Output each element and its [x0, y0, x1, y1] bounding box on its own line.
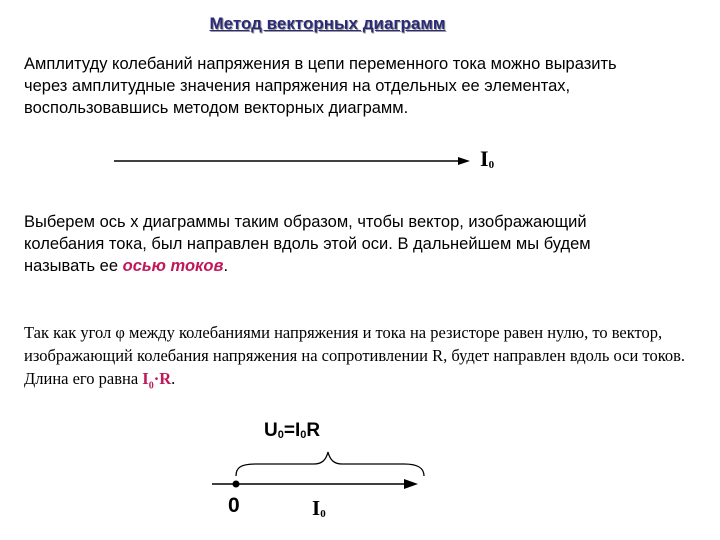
- current-axis-term: осью токов: [122, 257, 224, 275]
- axis-arrowhead: [404, 479, 418, 489]
- origin-label: 0: [228, 494, 240, 517]
- voltage-vector-label: $U_0=I_0R$: [264, 420, 321, 441]
- current-vector-label: $I_0$: [480, 146, 495, 171]
- current-axis-paragraph: Выберем ось x диаграммы таким образом, чтобы вектор, изображающий колебания тока, был направлен вдоль этой оси. В дальнейшем мы будем называть ее осью токов.: [24, 213, 591, 275]
- voltage-length-formula: $I_0\cdot R$: [142, 369, 172, 392]
- intro-paragraph: Амплитуду колебаний напряжения в цепи переменного тока можно выразить через амплитудные значения напряжения на отдельных ее элементах, воспользовавшись методом векторных диаграмм.: [24, 55, 617, 117]
- page-title: Метод векторных диаграмм: [209, 14, 446, 33]
- axis-current-label: $I_0$: [312, 496, 326, 520]
- resistor-paragraph: Так как угол φ между колебаниями напряжения и тока на резисторе равен нулю, то вектор, изображающий колебания напряжения на сопротивлении R, будет направлен вдоль оси токов. Длина его равна $I_0\cdot R$.: [24, 323, 686, 392]
- origin-point: [233, 481, 240, 488]
- voltage-brace: [236, 452, 424, 476]
